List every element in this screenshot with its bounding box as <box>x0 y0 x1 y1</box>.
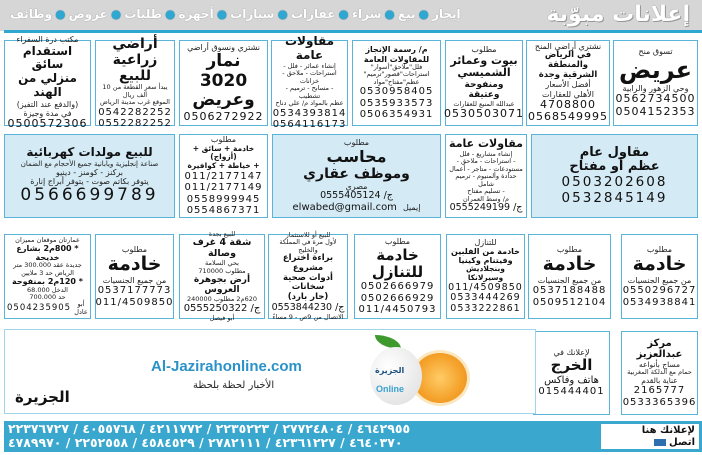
ad-text: لأول مرة في المملكة والخليج <box>279 238 337 254</box>
ad-text: في مدة وجيزة <box>23 108 72 118</box>
bullet-icon: ● <box>384 7 395 21</box>
category-cars[interactable]: سيارات <box>230 7 275 21</box>
ad-phone: 0502666929 <box>360 292 435 304</box>
ad-phone: 0502666979 <box>360 281 435 293</box>
ad-headline: خادمة من الفلبين <box>451 246 520 256</box>
ad-label: للبيع أو للاستثمار <box>285 230 331 239</box>
ad-text: الرياض حد 3 ملايين <box>21 268 74 277</box>
ad-label: مطلوب <box>121 244 148 254</box>
ad-headline: مقاولات عامة <box>449 137 523 151</box>
ad-text: من جميع الجنسيات <box>537 275 602 285</box>
ad-phone: 0500572306 <box>7 117 88 131</box>
ad-label: مكتب درة السفراء <box>16 35 79 45</box>
ad-text: صناعة إنجليزية ويابانية جميع الأحجام مع الضمان <box>20 159 159 168</box>
ad-headline: خادمة + سائق + (أزواج) <box>192 143 255 162</box>
ad-houses-wanted[interactable] <box>445 40 523 126</box>
ad-headline: عريض <box>618 55 693 84</box>
ad-headline: عظم أو مفتاح <box>569 159 660 175</box>
ad-headline: وبنجلاديش وسيرلانكا <box>466 264 505 282</box>
ad-phone: ج/ 0555405124 <box>320 190 393 202</box>
ad-headline: أدوات صحية سخانات <box>283 272 333 293</box>
ad-buy-land[interactable] <box>526 40 610 126</box>
ad-headline: شقة 4 غرف وصالة <box>192 237 252 260</box>
bullet-icon: ● <box>110 7 122 21</box>
ad-phone: 0533222861 <box>450 303 521 315</box>
cta-row <box>605 437 695 449</box>
bullet-icon: ● <box>277 7 288 21</box>
ad-phone: 0535933573 <box>359 97 434 109</box>
ad-text: مصري <box>345 182 368 192</box>
ad-maid-wanted-transfer[interactable] <box>354 234 441 319</box>
ad-label: مطلوب <box>556 244 583 254</box>
category-realestate[interactable]: عقارات <box>290 7 336 21</box>
ad-text: - استراحات - ملاحق - <box>456 157 516 166</box>
ad-phone: 0533444269 <box>450 292 521 304</box>
ad-headline: استقدام سائق <box>22 43 73 72</box>
ad-headline: ومنفوحة وعتيقة <box>464 79 504 101</box>
category-jobs[interactable]: وظائف <box>10 7 53 21</box>
jazirah-logo: الجزيرة <box>15 388 70 406</box>
ad-land-grant-areed[interactable] <box>613 40 698 126</box>
ad-phone: 0506272922 <box>183 109 264 123</box>
ad-text: عظم"مفتاح"مواد <box>373 77 420 86</box>
ad-text: حد 700.000 <box>29 293 66 302</box>
ad-label: تسوق منح <box>638 47 673 57</box>
ad-text: جديدة عقد 300.000 متر <box>13 261 82 270</box>
ad-phone: 0564116173 <box>272 119 347 131</box>
ad-text: - مسابح - ترميم - تشطيب <box>285 84 334 100</box>
ad-text: (والدفع عند التفيز) <box>16 99 79 109</box>
ad-label: مطلوب <box>646 244 673 254</box>
ad-maid-transfer[interactable] <box>446 234 525 319</box>
ad-text: عظم بالمواد م/ علي دناح <box>275 99 344 108</box>
bullet-icon: ● <box>164 7 176 21</box>
ad-text: استراحات"قصور"ترميم" <box>363 70 430 79</box>
ad-headline: + خياطة + كوافيرة <box>187 160 260 170</box>
ad-headline: في الرياض والمنطقة <box>544 50 592 70</box>
ad-maid-wanted-2[interactable] <box>528 234 611 319</box>
ad-text: عناية بالقدم <box>641 375 678 385</box>
ad-phone: 011/4509850 <box>95 296 174 308</box>
ad-phone: 0554867371 <box>186 205 261 217</box>
ad-driver-recruitment[interactable] <box>4 35 91 131</box>
ad-general-contractor[interactable] <box>531 134 698 218</box>
ad-headline: الخرج <box>550 356 593 375</box>
category-list <box>10 7 470 21</box>
ball-online-text: Online <box>376 384 405 394</box>
bullet-icon: ● <box>338 7 349 21</box>
ad-headline: أرض بجوهرة العروس <box>193 275 251 296</box>
ad-phone: 0503202608 <box>561 174 668 191</box>
ad-two-buildings[interactable] <box>4 234 91 319</box>
ad-text: وحي الزهور والرابية <box>622 84 689 94</box>
bullet-icon: ● <box>55 7 66 21</box>
page-title: إعلانات مبوّبة <box>546 2 690 27</box>
page-header <box>0 0 702 31</box>
ad-phone: 0562734500 <box>615 92 696 106</box>
pointing-hand-icon <box>654 439 666 446</box>
ad-text: إنشاء عمائر - فلل - <box>283 61 336 70</box>
ad-phone: 2165777 <box>633 385 686 397</box>
ad-accountant-wanted[interactable] <box>272 134 441 218</box>
ad-headline: وموظف عقاري <box>303 165 410 182</box>
ad-text: بحي السلامة <box>205 259 239 268</box>
cta-line-2: اتصل <box>669 437 695 448</box>
ad-headline: وفيتنام وكينيا <box>458 256 513 266</box>
ad-headline: وعريض <box>192 90 255 111</box>
ad-text: بركنز - كومنز - دينيو <box>55 167 124 177</box>
ad-text: استراحات - ملاحق - خزانات <box>282 69 337 85</box>
ad-phone: 4708800 <box>540 97 596 111</box>
ad-phone: 0537177773 <box>97 285 172 297</box>
ad-headline: بيوت وعمائر <box>450 53 518 67</box>
advertise-here-button[interactable] <box>600 423 700 450</box>
footer-numbers-line-2: ٤٦٤٠٣٧٠ / ٤٢٣٦١٢٢٧ / ٢٧٨٢١١١ / ٤٥٨٤٥٢٩ / ٢٢٥٢٥٥٨ / ٤٧٨٩٩٧٠ <box>8 435 403 450</box>
ad-text: الدخل 68.000 <box>27 285 68 294</box>
ad-headline: للمقاولات العامة <box>363 54 430 64</box>
ad-farmland-sale[interactable] <box>95 36 175 130</box>
ad-email-link[interactable]: elwabed@gmail.com <box>292 202 397 214</box>
category-sale[interactable]: بيع <box>397 7 416 21</box>
bullet-icon: ● <box>418 7 429 21</box>
ad-text: 620م2 مطلوب 240000 <box>187 294 257 303</box>
ad-text: مستودعات - متاجر - أعمال <box>449 164 523 173</box>
ad-phone: 0542282252 <box>98 106 172 118</box>
ad-phone: 0552282252 <box>98 118 172 130</box>
orange-ball-icon <box>370 347 422 405</box>
ad-text: يتوفر بكاتم صوت - يتوفر أبراج إنارة <box>30 177 149 187</box>
ad-phone: 0533365396 <box>622 396 697 408</box>
ad-headline: م/ رسمة الإنجاز <box>365 45 428 55</box>
bullet-icon: ● <box>216 7 228 21</box>
ad-text: من جميع الجنسيات <box>627 275 692 285</box>
ad-label: مطلوب <box>343 138 370 148</box>
ad-headline: الشميسي <box>457 66 511 80</box>
ad-phone: 0504235905 <box>7 303 72 314</box>
ad-phone: 0530958405 <box>359 86 434 98</box>
ad-text: عبدالله المنيع للعقارات <box>453 99 515 108</box>
ad-text: إنشاء مشاريع - فلل <box>459 149 513 158</box>
ad-phone: 0534938841 <box>622 296 697 308</box>
footer-phone-numbers <box>8 422 588 450</box>
ad-headline: مقاول عام <box>579 144 650 160</box>
ad-label: مطلوب <box>471 45 497 55</box>
ad-headline: للبيع مولدات كهربائية <box>26 145 153 160</box>
category-devices[interactable]: أجهزة <box>178 7 214 21</box>
ad-phone: 0509512104 <box>532 296 607 308</box>
ad-text: حدادة وألمنيوم - ترميم شامل <box>455 172 517 188</box>
ad-text: الاتصال من 9ص - 9 مساءً <box>272 312 344 321</box>
category-buy[interactable]: شراء <box>351 7 382 21</box>
ad-phone: 0534393814 <box>272 107 347 119</box>
ad-headline: مركز عبدالعزيز <box>636 337 683 361</box>
ad-text: أبو فيصل <box>209 313 235 322</box>
ad-kharj-advertising[interactable] <box>533 331 610 415</box>
ad-text: أفضل الأسعار <box>545 80 591 90</box>
ad-phone: 015444401 <box>538 386 605 398</box>
ad-phone: 011/4509850 <box>448 281 523 293</box>
ad-text: هاتف وفاكس <box>544 374 599 386</box>
ad-headline: * 800م2 بشارع خديجة <box>16 244 79 263</box>
ad-headline: براءة اختراع مشروع <box>282 253 334 273</box>
ad-label: للبيع بجدة <box>208 229 236 238</box>
ad-label: لإعلانك في <box>553 348 590 358</box>
ad-phone: 0537188488 <box>532 285 607 297</box>
ad-label: نشتري ونسوق أراضي <box>187 42 260 52</box>
ad-text: مطلوب 710000 <box>198 266 246 275</box>
email-label: إيميل <box>402 203 421 213</box>
ad-email-row <box>293 202 421 214</box>
ad-phone: 0530503071 <box>444 106 524 120</box>
ad-phone: ج/ 0553844230 <box>271 301 345 313</box>
ad-text: من جميع الجنسيات <box>102 275 167 285</box>
ad-land-namar[interactable] <box>179 40 268 126</box>
ad-headline: للتنازل <box>371 262 424 281</box>
ad-general-contracting-2[interactable] <box>445 134 527 218</box>
ad-text: الموقع غرب مدينة الرياض <box>100 98 170 107</box>
jazirah-online-banner[interactable] <box>4 329 536 414</box>
ad-headline: محاسب <box>326 146 387 166</box>
ad-text: يبدأ سعر القطعة من 10 ألف ريال <box>102 83 168 99</box>
ad-text: الأهلي للعقارات <box>542 89 594 99</box>
ad-phone: 0504152353 <box>615 104 696 118</box>
ad-phone: 011/4450793 <box>358 304 437 316</box>
ad-phone: ج/ 0555250322 <box>183 303 261 315</box>
ad-phone: 011/2177147 <box>184 170 263 182</box>
ad-label: نشتري أراضي المنح <box>534 41 602 51</box>
ad-phone: 0558999945 <box>186 193 261 205</box>
ad-maid-wanted-3[interactable] <box>95 234 174 319</box>
ball-logo-text: الجزيرة <box>375 366 405 375</box>
ad-text: مساج بأنواعه <box>638 359 681 369</box>
ad-abdulaziz-center[interactable] <box>621 331 698 415</box>
ad-text: حمام مع الدلكة المغربية <box>627 368 692 377</box>
ad-headline: خادمة <box>542 253 597 276</box>
ad-text: م/ وسط العمران <box>463 194 509 203</box>
ad-label: عمارتان موقعان مميزان <box>15 235 80 244</box>
ad-phone: 0532845149 <box>561 189 668 206</box>
cta-line-1: لإعلانك هنا <box>641 425 695 436</box>
ad-headline: للبيع <box>119 68 151 85</box>
category-offers[interactable]: عروض <box>68 7 108 21</box>
ad-phone: 011/2177149 <box>184 182 263 194</box>
header-divider <box>4 30 702 33</box>
ad-apartment-jeddah[interactable] <box>179 229 265 322</box>
ad-contact-row <box>7 301 88 316</box>
ad-headline: (حار بارد) <box>287 292 329 303</box>
banner-tagline: الأخبار لحظة بلحظة <box>193 380 275 391</box>
footer-contact-bar <box>4 421 702 452</box>
ad-text: - تسليم مفتاح <box>467 187 505 196</box>
ad-label: مطلوب <box>384 237 411 247</box>
ad-headline: الشرقية وجدة <box>538 69 598 80</box>
ad-headline: منزلي من الهند <box>18 71 77 99</box>
category-rent[interactable]: إيجار <box>431 7 461 21</box>
ad-headline: مقاولات عامة <box>284 34 335 63</box>
ad-phone: 0568549995 <box>528 110 608 124</box>
ad-headline: نمار 3020 <box>199 50 248 91</box>
ad-maid-driver-couples[interactable] <box>179 134 268 218</box>
ad-label: مطلوب <box>210 135 237 145</box>
ad-label: للتنازل <box>474 237 497 247</box>
ad-phone: 0506354931 <box>359 109 434 121</box>
ad-headline: خادمة <box>107 253 162 276</box>
ad-phone: ج/ 0555249199 <box>449 202 523 213</box>
ad-headline: خادمة <box>632 253 687 276</box>
ad-patent-project[interactable] <box>268 230 348 321</box>
ad-text: فلل"ملاحق"أسوار" <box>370 62 423 71</box>
ad-contact-name: أبو عادل <box>74 300 88 316</box>
ad-generators-sale[interactable] <box>4 134 175 218</box>
ad-contracting-injaz[interactable] <box>352 40 441 126</box>
ad-phone: 0550296727 <box>622 285 697 297</box>
banner-url-link[interactable]: Al-Jazirahonline.com <box>151 358 302 375</box>
category-requests[interactable]: طلبات <box>124 7 162 21</box>
ad-headline: أراضي زراعية <box>112 36 158 69</box>
ad-headline: * 120م2 بمنفوحة <box>12 277 83 287</box>
ad-phone: 0566699789 <box>20 185 159 206</box>
ad-headline: خادمة <box>376 245 419 264</box>
ad-general-contracting[interactable] <box>271 34 348 131</box>
ad-maid-wanted-1[interactable] <box>621 234 698 319</box>
footer-numbers-line-1: ٤٦٤٢٩٥٥ / ٢٧٧٢٤٨٠٤ / ٢٢٣٥٢٢٣ / ٤٢١١٧٧٢ / ٤٠٥٥٧٦٨ / ٢٢٣٧٦٧٢٧ <box>8 421 411 436</box>
